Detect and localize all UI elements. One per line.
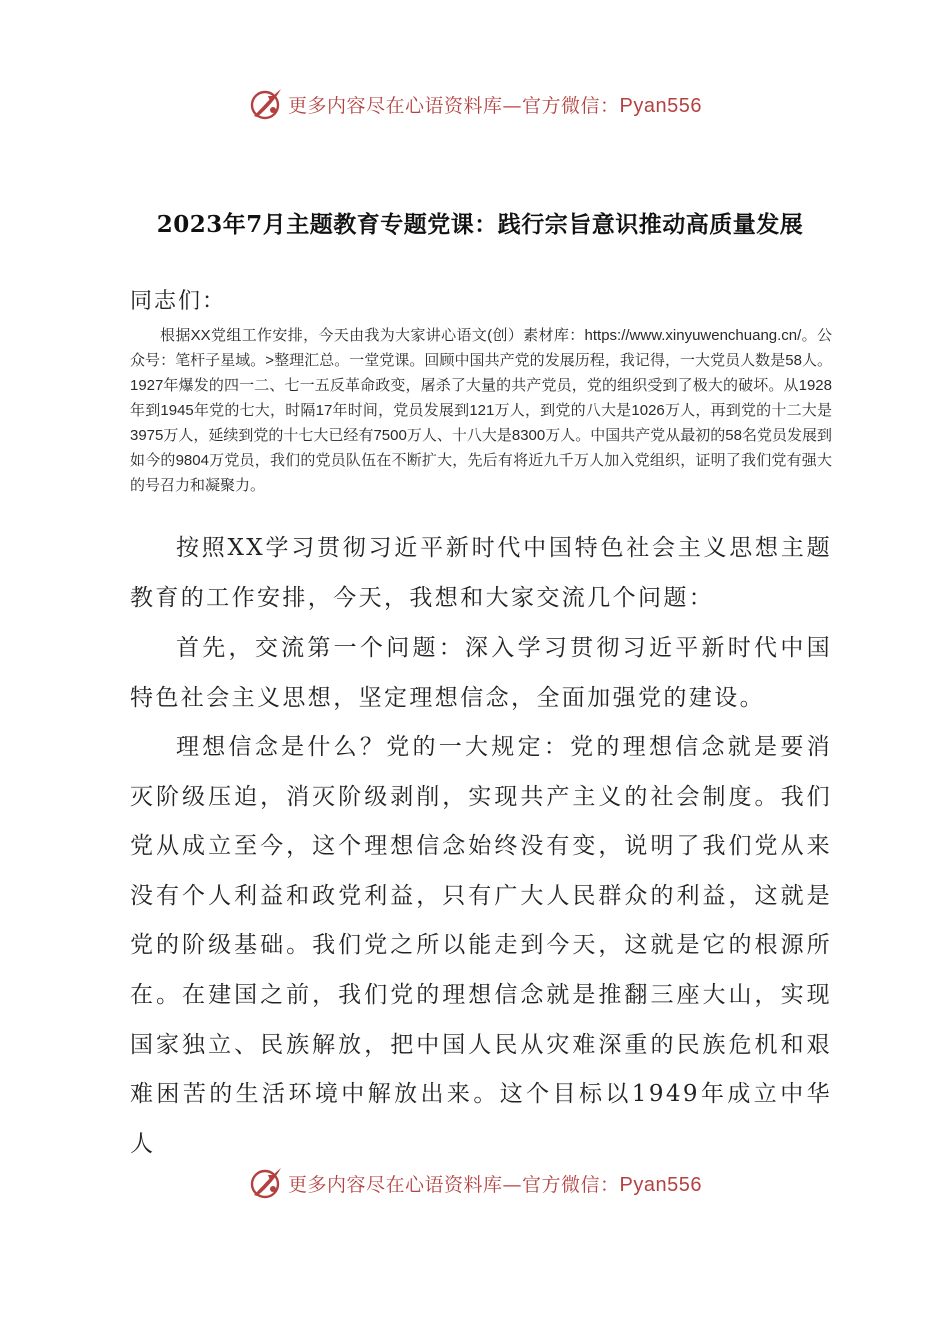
body-paragraph: 首先，交流第一个问题：深入学习贯彻习近平新时代中国特色社会主义思想，坚定理想信念，全面加强党的建设。 bbox=[130, 635, 832, 711]
banner-text bbox=[288, 91, 702, 118]
salutation: 同志们： bbox=[130, 289, 227, 314]
banner-separator: — bbox=[502, 1173, 523, 1196]
banner-main-text: 更多内容尽在心语资料库 bbox=[288, 1173, 503, 1196]
intro-note-paragraph: 根据XX党组工作安排，今天由我为大家讲心语文(创）素材库：https://www.xinyuwenchuang.cn/。公众号：笔杆子星域。>整理汇总。一堂党课。回顾中国共产党的发展历程，我记得，一大党员人数是58人。1927年爆发的四一二、七一五反革命政变，屠杀了大量的共产党员，党的组织受到了极大的破坏。从1928年到1945年党的七大，时隔17年时间，党员发展到121万人，到党的八大是1026万人，再到党的十二大是3975万人，延续到党的十七大已经有7500万人、十八大是8300万人。中国共产党从最初的58名党员发展到如今的9804万党员，我们的党员队伍在不断扩大，先后有将近九千万人加入党组织，证明了我们党有强大的号召力和凝聚力。 bbox=[130, 327, 832, 494]
footer-banner bbox=[0, 1163, 950, 1203]
quill-logo-icon bbox=[248, 86, 284, 122]
quill-logo-icon bbox=[248, 1165, 284, 1201]
banner-wechat-id: Pyan556 bbox=[619, 94, 702, 117]
body-paragraph: 理想信念是什么？党的一大规定：党的理想信念就是要消灭阶级压迫，消灭阶级剥削，实现共产主义的社会制度。我们党从成立至今，这个理想信念始终没有变，说明了我们党从来没有个人利益和政党利益，只有广大人民群众的利益，这就是党的阶级基础。我们党之所以能走到今天，这就是它的根源所在。在建国之前，我们党的理想信念就是推翻三座大山，实现国家独立、民族解放，把中国人民从灾难深重的民族危机和艰难困苦的生活环境中解放出来。这个目标以1949年成立中华人 bbox=[130, 734, 832, 1157]
banner-label: 官方微信： bbox=[522, 94, 620, 117]
banner-main-text: 更多内容尽在心语资料库 bbox=[288, 94, 503, 117]
banner-label: 官方微信： bbox=[522, 1173, 620, 1196]
body-paragraph: 按照XX学习贯彻习近平新时代中国特色社会主义思想主题教育的工作安排，今天，我想和大家交流几个问题： bbox=[130, 535, 832, 611]
header-banner bbox=[0, 84, 950, 124]
banner-text bbox=[288, 1170, 702, 1197]
document-title: 2023年7月主题教育专题党课：践行宗旨意识推动高质量发展 bbox=[156, 211, 804, 238]
banner-separator: — bbox=[502, 94, 523, 117]
banner-wechat-id: Pyan556 bbox=[619, 1173, 702, 1196]
